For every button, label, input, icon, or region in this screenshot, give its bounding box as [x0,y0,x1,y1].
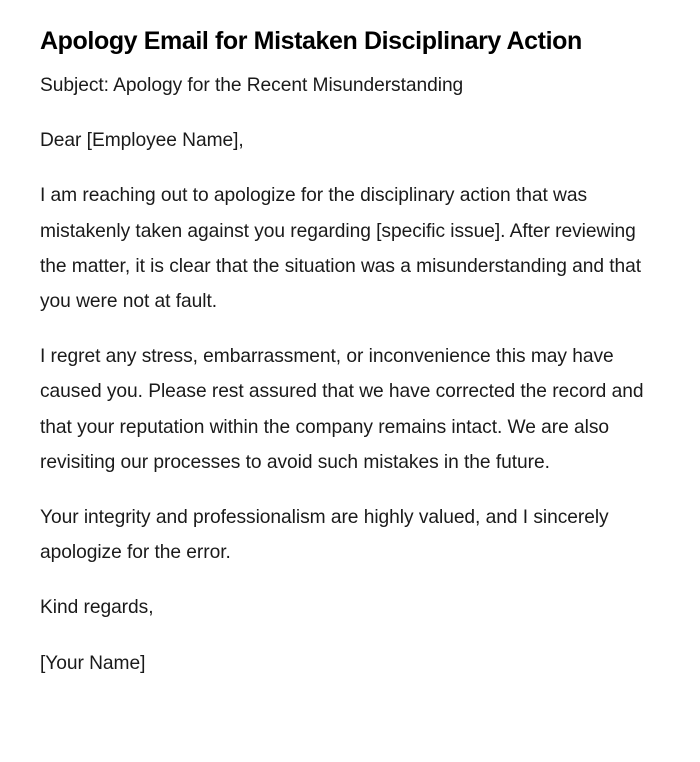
body-paragraph-2: I regret any stress, embarrassment, or inconvenience this may have caused you. Please rest assured that we have corrected the record and that your reputation within the company remains intact. We are also revisiting our processes to avoid such mistakes in the future. [40,346,644,473]
body-paragraph-1: I am reaching out to apologize for the disciplinary action that was mistakenly taken against you regarding [specific issue]. After reviewing the matter, it is clear that the situation was a misunderstanding and that you were not at fault. [40,185,642,313]
document-title: Apology Email for Mistaken Disciplinary Action [40,27,582,55]
body-paragraph-3: Your integrity and professionalism are highly valued, and I sincerely apologize for the error. [40,507,609,564]
email-signature: [Your Name] [40,652,146,674]
email-closing: Kind regards, [40,597,154,619]
email-salutation: Dear [Employee Name], [40,130,244,152]
email-subject: Subject: Apology for the Recent Misunderstanding [40,75,464,96]
